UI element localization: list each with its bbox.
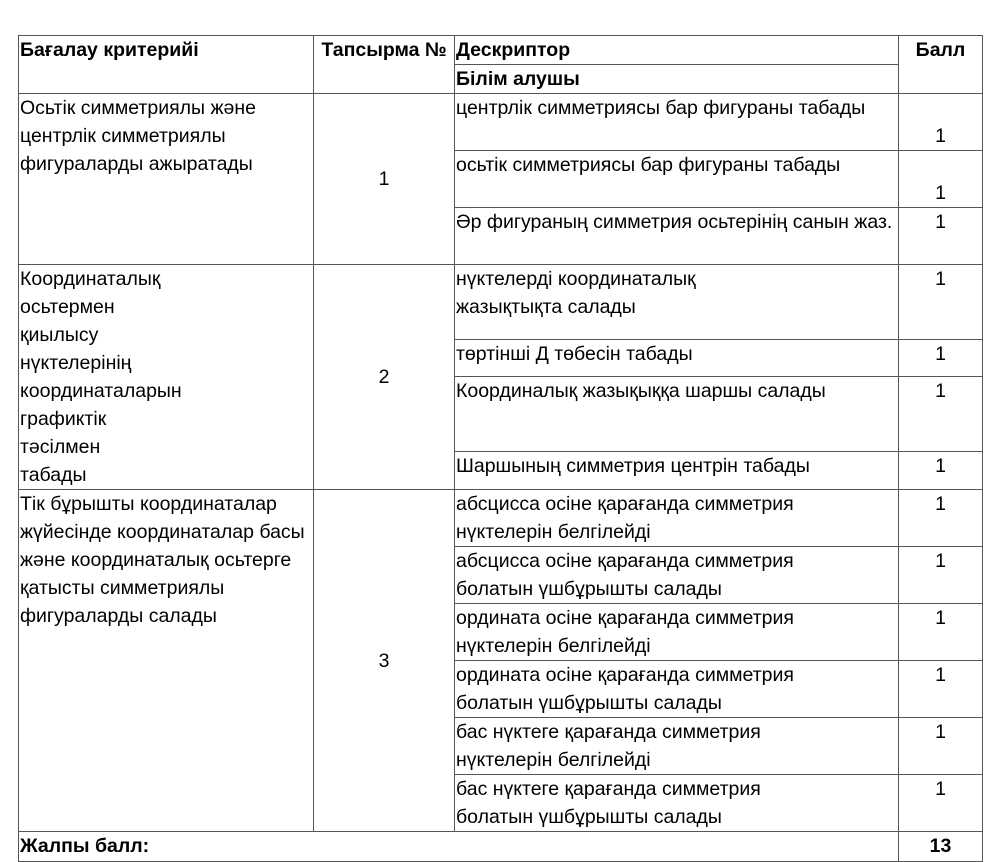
descriptor-cell: абсцисса осіне қарағанда симметрия нүктелерін белгілейді bbox=[455, 490, 899, 547]
header-task-no-text: Тапсырма № bbox=[321, 39, 447, 61]
score-cell: 1 bbox=[899, 339, 983, 377]
score-cell: 1 bbox=[899, 452, 983, 490]
score-cell: 1 bbox=[899, 604, 983, 661]
header-task-no bbox=[314, 36, 455, 94]
descriptor-cell: бас нүктеге қарағанда симметрия нүктелерін белгілейді bbox=[455, 718, 899, 775]
descriptor-cell: Шаршының симметрия центрін табады bbox=[455, 452, 899, 490]
score-cell: 1 bbox=[899, 775, 983, 832]
score-cell: 1 bbox=[899, 718, 983, 775]
task-number-cell: 3 bbox=[314, 490, 455, 832]
criterion-cell: Координаталық осьтермен қиылысу нүктелерінің координаталарын графиктік тәсілмен табады bbox=[19, 265, 314, 490]
header-score: Балл bbox=[899, 36, 983, 94]
total-row bbox=[19, 832, 983, 862]
score-cell: 1 bbox=[899, 208, 983, 265]
score-cell: 1 bbox=[899, 661, 983, 718]
descriptor-cell: абсцисса осіне қарағанда симметрия болатын үшбұрышты салады bbox=[455, 547, 899, 604]
score-cell: 1 bbox=[899, 547, 983, 604]
table-row bbox=[19, 265, 983, 340]
table-row bbox=[19, 94, 983, 151]
descriptor-cell: нүктелерді координаталық жазықтықта салады bbox=[455, 265, 899, 340]
descriptor-cell: осьтік симметриясы бар фигураны табады bbox=[455, 151, 899, 208]
header-descriptor: Дескриптор bbox=[455, 36, 899, 65]
descriptor-cell: бас нүктеге қарағанда симметрия болатын үшбұрышты салады bbox=[455, 775, 899, 832]
header-criteria: Бағалау критерийі bbox=[19, 36, 314, 94]
descriptor-cell: ордината осіне қарағанда симметрия нүктелерін белгілейді bbox=[455, 604, 899, 661]
score-cell: 1 bbox=[899, 490, 983, 547]
task-number-cell: 2 bbox=[314, 265, 455, 490]
score-cell: 1 bbox=[899, 151, 983, 208]
task-number-cell: 1 bbox=[314, 94, 455, 265]
descriptor-cell: центрлік симметриясы бар фигураны табады bbox=[455, 94, 899, 151]
score-cell: 1 bbox=[899, 377, 983, 452]
header-row bbox=[19, 36, 983, 65]
score-cell: 1 bbox=[899, 265, 983, 340]
total-label: Жалпы балл: bbox=[19, 832, 899, 862]
descriptor-cell: төртінші Д төбесін табады bbox=[455, 339, 899, 377]
criterion-cell: Тік бұрышты координаталар жүйесінде координаталар басы және координаталық осьтерге қатысты симметриялы фигураларды салады bbox=[19, 490, 314, 832]
descriptor-cell: Әр фигураның симметрия осьтерінің санын жаз. bbox=[455, 208, 899, 265]
table-row bbox=[19, 490, 983, 547]
descriptor-cell: Координалық жазықыққа шаршы салады bbox=[455, 377, 899, 452]
criterion-cell: Осьтік симметриялы және центрлік симметриялы фигураларды ажыратады bbox=[19, 94, 314, 265]
score-cell: 1 bbox=[899, 94, 983, 151]
total-value: 13 bbox=[899, 832, 983, 862]
descriptor-cell: ордината осіне қарағанда симметрия болатын үшбұрышты салады bbox=[455, 661, 899, 718]
header-learner: Білім алушы bbox=[455, 65, 899, 94]
assessment-rubric-table bbox=[18, 35, 983, 862]
